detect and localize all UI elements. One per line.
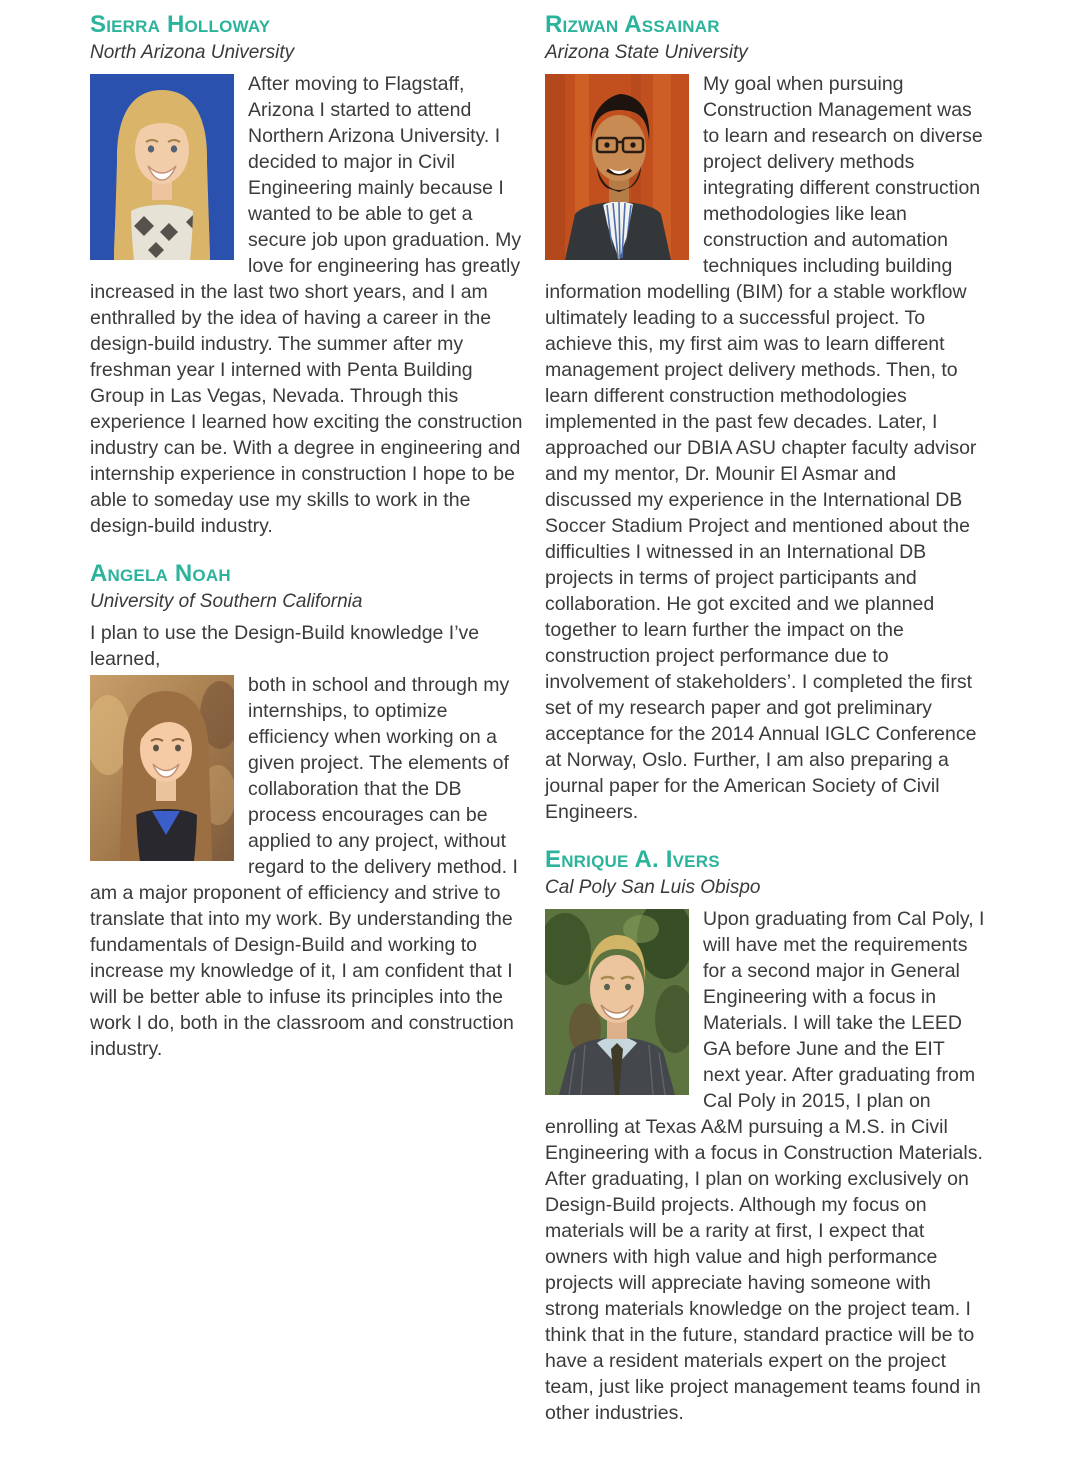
right-column <box>545 12 985 1448</box>
profile-bio-text: My goal when pursuing Construction Management was to learn and research on diverse project delivery methods integrating different construction methodologies like lean construction and automation techniques including building information modelling (BIM) for a stable workflow ultimately leading to a successful project. To achieve this, my first aim was to learn different management project delivery methods. Then, to learn different construction methodologies implemented in the past few decades. Later, I approached our DBIA ASU chapter faculty advisor and my mentor, Dr. Mounir El Asmar and discussed my experience in the International DB Soccer Stadium Project and mentioned about the difficulties I witnessed in an International DB projects in terms of project participants and collaboration. He got excited and we planned together to learn further the impact on the construction project performance due to involvement of stakeholders’. I completed the first set of my research paper and got preliminary acceptance for the 2014 Annual IGLC Conference at Norway, Oslo. Further, I am also preparing a journal paper for the American Society of Civil Engineers. <box>545 72 983 823</box>
profile-name: Angela Noah <box>90 559 231 587</box>
profile-name: Sierra Holloway <box>90 11 271 38</box>
profile-name: Rizwan Assainar <box>545 11 720 38</box>
left-column <box>90 12 523 1084</box>
profile-school: University of Southern California <box>90 590 363 612</box>
portrait-illustration <box>545 909 689 1095</box>
profile-bio-text: After moving to Flagstaff, Arizona I started to attend Northern Arizona University. I decided to major in Civil Engineering mainly because I wanted to be able to get a secure job upon graduation. My love for engineering has greatly increased in the last two short years, and I am enthralled by the idea of having a career in the design-build industry. The summer after my freshman year I interned with Penta Building Group in Las Vegas, Nevada. Through this experience I learned how exciting the construction industry can be. With a degree in engineering and internship experience in construction I hope to be able to someday use my skills to work in the design-build industry. <box>90 72 523 537</box>
profile-school: Arizona State University <box>545 41 748 63</box>
profile-lead-line: I plan to use the Design-Build knowledge I’ve learned, <box>90 621 480 670</box>
profile-section-rizwan-assainar <box>545 12 985 825</box>
enrique-ivers-portrait-photo <box>545 909 689 1095</box>
profile-section-angela-noah <box>90 561 523 1062</box>
rizwan-assainar-portrait-photo <box>545 74 689 260</box>
profile-bio-block <box>90 71 523 539</box>
profile-school: North Arizona University <box>90 41 295 63</box>
profile-bio-block <box>545 906 985 1426</box>
profile-section-sierra-holloway <box>90 12 523 539</box>
portrait-illustration <box>90 74 234 260</box>
profile-school: Cal Poly San Luis Obispo <box>545 876 761 898</box>
profile-bio-block <box>90 672 523 1062</box>
portrait-illustration <box>90 675 234 861</box>
profile-bio-text: Upon graduating from Cal Poly, I will have met the requirements for a second major in General Engineering with a focus in Materials. I will take the LEED GA before June and the EIT next year. After graduating from Cal Poly in 2015, I plan on enrolling at Texas A&M pursuing a M.S. in Civil Engineering with a focus in Construction Materials. After graduating, I plan on working exclusively on Design-Build projects. Although my focus on materials will be a rarity at first, I expect that owners with high value and high performance projects will appreciate having someone with strong materials knowledge on the project team. I think that in the future, standard practice will be to have a resident materials expert on the project team, just like project management teams found in other industries. <box>545 907 985 1424</box>
profile-bio-block <box>545 71 985 825</box>
portrait-illustration <box>545 74 689 260</box>
profile-section-enrique-ivers <box>545 847 985 1426</box>
profile-bio-text: both in school and through my internships, to optimize efficiency when working on a given project. The elements of collaboration that the DB process encourages can be applied to any project, without regard to the delivery method. I am a major proponent of efficiency and strive to translate that into my work. By understanding the fundamentals of Design-Build and working to increase my knowledge of it, I am confident that I will be better able to infuse its principles into the work I do, both in the classroom and construction industry. <box>90 673 518 1060</box>
sierra-holloway-portrait-photo <box>90 74 234 260</box>
angela-noah-portrait-photo <box>90 675 234 861</box>
profile-name: Enrique A. Ivers <box>545 845 720 873</box>
